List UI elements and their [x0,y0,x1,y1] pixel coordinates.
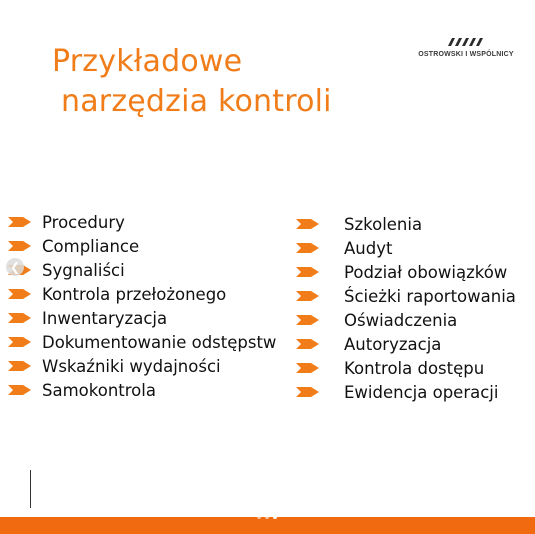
list-item [8,378,276,402]
arrow-bullet-icon [8,217,31,227]
list-item [296,284,516,308]
carousel-dot[interactable] [257,515,261,519]
list-item [296,236,516,260]
title-line-2: narzędzia kontroli [61,84,332,119]
arrow-bullet-icon [296,243,319,253]
list-item-label: Oświadczenia [344,310,458,330]
arrow-bullet-icon [296,291,319,301]
list-item [8,330,276,354]
logo-text: OSTROWSKI I WSPÓLNICY [418,51,514,58]
list-item-label: Procedury [42,212,125,232]
list-item [296,332,516,356]
list-item-label: Dokumentowanie odstępstw [42,332,277,352]
previous-slide-button[interactable] [6,258,24,276]
list-item [8,234,276,258]
list-item-label: Audyt [344,238,393,258]
list-item [8,282,276,306]
list-item-label: Kontrola przełożonego [42,284,227,304]
list-item [296,212,516,236]
arrow-bullet-icon [296,339,319,349]
list-item [8,306,276,330]
arrow-bullet-icon [8,289,31,299]
arrow-bullet-icon [296,387,319,397]
left-list [8,210,276,402]
list-item-label: Ścieżki raportowania [344,286,516,306]
arrow-bullet-icon [296,315,319,325]
list-item-label: Podział obowiązków [344,262,508,282]
divider [30,470,31,508]
carousel-dot-active[interactable] [273,515,277,519]
list-item-label: Autoryzacja [344,334,442,354]
list-item-label: Samokontrola [42,380,156,400]
slide-title [52,42,332,122]
list-item-label: Kontrola dostępu [344,358,485,378]
title-line-1: Przykładowe [52,44,243,79]
list-item [296,380,516,404]
arrow-bullet-icon [296,219,319,229]
list-item [296,356,516,380]
chevron-left-icon: ❮ [9,260,21,274]
list-item-label: Compliance [42,236,140,256]
list-item-label: Inwentaryzacja [42,308,168,328]
logo-mark-icon [446,36,486,48]
list-item [296,260,516,284]
company-logo [410,36,522,58]
list-item-label: Ewidencja operacji [344,382,499,402]
list-item [8,258,276,282]
list-item-label: Szkolenia [344,214,423,234]
arrow-bullet-icon [8,385,31,395]
list-item [8,210,276,234]
bottom-accent-bar [0,517,535,534]
carousel-indicator [257,515,277,519]
arrow-bullet-icon [8,337,31,347]
right-list [296,212,516,404]
list-item [296,308,516,332]
arrow-bullet-icon [8,241,31,251]
arrow-bullet-icon [296,267,319,277]
arrow-bullet-icon [296,363,319,373]
arrow-bullet-icon [8,313,31,323]
list-item-label: Wskaźniki wydajności [42,356,221,376]
list-item-label: Sygnaliści [42,260,125,280]
carousel-dot[interactable] [265,515,269,519]
arrow-bullet-icon [8,361,31,371]
list-item [8,354,276,378]
